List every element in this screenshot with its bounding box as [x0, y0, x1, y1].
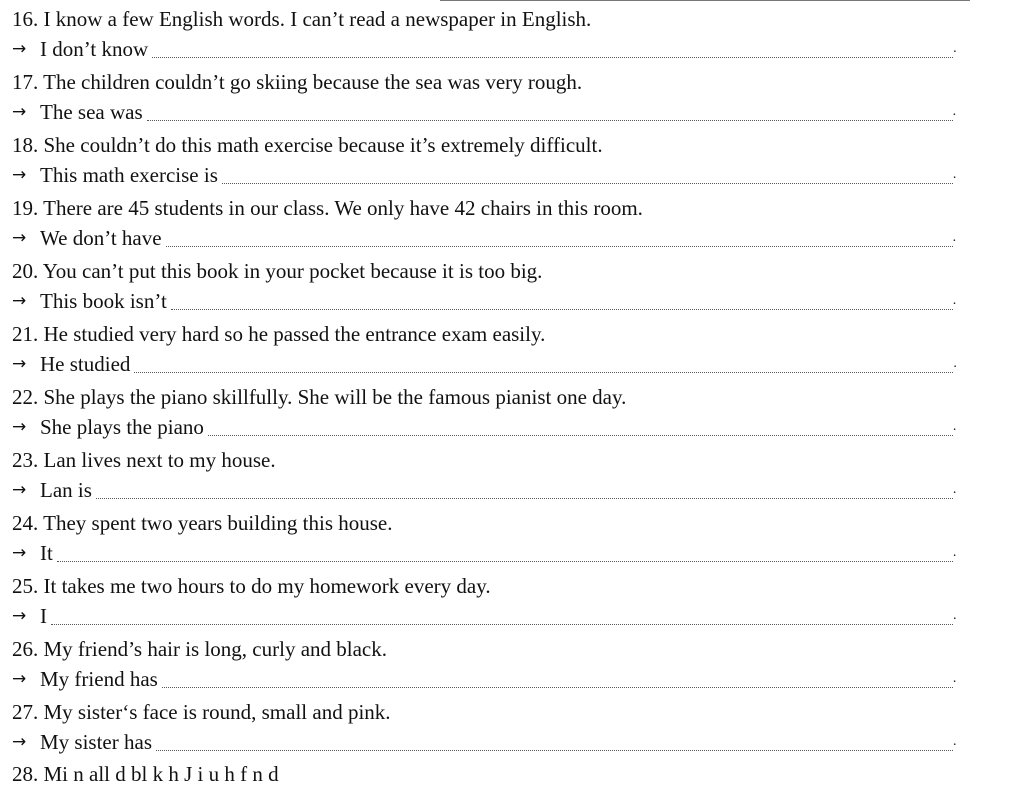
- arrow-icon: →: [12, 102, 27, 122]
- exercise-item: [12, 67, 1012, 130]
- answer-line: [12, 225, 1012, 257]
- answer-stem: It: [40, 541, 53, 565]
- answer-line: [12, 351, 1012, 383]
- answer-blank[interactable]: [57, 541, 953, 562]
- arrow-icon: →: [12, 291, 27, 311]
- arrow-icon: →: [12, 543, 27, 563]
- answer-line: [12, 99, 1012, 131]
- answer-stem: We don’t have: [40, 226, 162, 250]
- answer-blank[interactable]: [156, 730, 953, 751]
- answer-period: .: [952, 671, 957, 686]
- question-text: 21. He studied very hard so he passed the entrance exam easily.: [12, 322, 546, 346]
- answer-period: .: [952, 419, 957, 434]
- question-text: 23. Lan lives next to my house.: [12, 448, 276, 472]
- answer-period: .: [953, 734, 957, 749]
- cut-off-question: 28. Mi n all d bl k h J i u h f n d: [12, 762, 279, 786]
- answer-stem: This book isn’t: [40, 289, 167, 313]
- arrow-icon: →: [12, 417, 27, 437]
- arrow-icon: →: [12, 228, 27, 248]
- exercise-item: [12, 571, 1012, 634]
- exercise-item: [12, 634, 1012, 697]
- answer-period: .: [952, 482, 957, 497]
- exercise-item: [12, 256, 1012, 319]
- answer-stem: She plays the piano: [40, 415, 204, 439]
- exercise-item: [12, 445, 1012, 508]
- answer-blank[interactable]: [96, 478, 953, 499]
- question-text: 25. It takes me two hours to do my homework every day.: [12, 574, 491, 598]
- arrow-icon: →: [12, 480, 27, 500]
- answer-blank[interactable]: [171, 289, 953, 310]
- exercise-sheet: [12, 4, 1012, 760]
- question-text: 16. I know a few English words. I can’t read a newspaper in English.: [12, 7, 592, 31]
- answer-line: [12, 162, 1012, 194]
- answer-stem: My sister has: [40, 730, 152, 754]
- answer-period: .: [952, 293, 957, 308]
- exercise-item: [12, 4, 1012, 67]
- question-text: 24. They spent two years building this house.: [12, 511, 393, 535]
- question-text: 17. The children couldn’t go skiing because the sea was very rough.: [12, 70, 583, 94]
- answer-stem: The sea was: [40, 100, 143, 124]
- answer-blank[interactable]: [208, 415, 953, 436]
- question-text: 20. You can’t put this book in your pocket because it is too big.: [12, 259, 543, 283]
- question-text: 22. She plays the piano skillfully. She will be the famous pianist one day.: [12, 385, 627, 409]
- question-text: 27. My sister‘s face is round, small and pink.: [12, 700, 391, 724]
- arrow-icon: →: [12, 165, 27, 185]
- exercise-item: [12, 130, 1012, 193]
- answer-line: [12, 477, 1012, 509]
- answer-period: .: [953, 41, 957, 56]
- answer-line: [12, 729, 1012, 761]
- arrow-icon: →: [12, 669, 27, 689]
- exercise-item: [12, 382, 1012, 445]
- answer-line: [12, 666, 1012, 698]
- arrow-icon: →: [12, 732, 27, 752]
- answer-blank[interactable]: [222, 163, 953, 184]
- answer-stem: This math exercise is: [40, 163, 218, 187]
- exercise-item: [12, 319, 1012, 382]
- answer-blank[interactable]: [152, 37, 953, 58]
- exercise-item: [12, 193, 1012, 256]
- answer-line: [12, 36, 1012, 68]
- answer-blank[interactable]: [162, 667, 953, 688]
- answer-stem: I don’t know: [40, 37, 149, 61]
- answer-line: [12, 414, 1012, 446]
- question-text: 19. There are 45 students in our class. We only have 42 chairs in this room.: [12, 196, 643, 220]
- answer-period: .: [952, 167, 957, 182]
- answer-line: [12, 603, 1012, 635]
- question-text: 18. She couldn’t do this math exercise because it’s extremely difficult.: [12, 133, 603, 157]
- answer-period: .: [952, 104, 957, 119]
- answer-line: [12, 540, 1012, 572]
- answer-stem: My friend has: [40, 667, 158, 691]
- answer-period: .: [953, 608, 957, 623]
- answer-stem: He studied: [40, 352, 131, 376]
- answer-period: .: [952, 545, 957, 560]
- arrow-icon: →: [12, 39, 27, 59]
- answer-period: .: [953, 356, 957, 371]
- exercise-item: [12, 508, 1012, 571]
- top-divider-line: [440, 0, 970, 1]
- arrow-icon: →: [12, 354, 27, 374]
- answer-stem: I: [40, 604, 47, 628]
- answer-period: .: [952, 230, 957, 245]
- answer-blank[interactable]: [147, 100, 953, 121]
- answer-blank[interactable]: [134, 352, 953, 373]
- exercise-item: [12, 697, 1012, 760]
- question-text: 26. My friend’s hair is long, curly and black.: [12, 637, 388, 661]
- answer-line: [12, 288, 1012, 320]
- answer-stem: Lan is: [40, 478, 92, 502]
- answer-blank[interactable]: [51, 604, 953, 625]
- arrow-icon: →: [12, 606, 27, 626]
- answer-blank[interactable]: [166, 226, 953, 247]
